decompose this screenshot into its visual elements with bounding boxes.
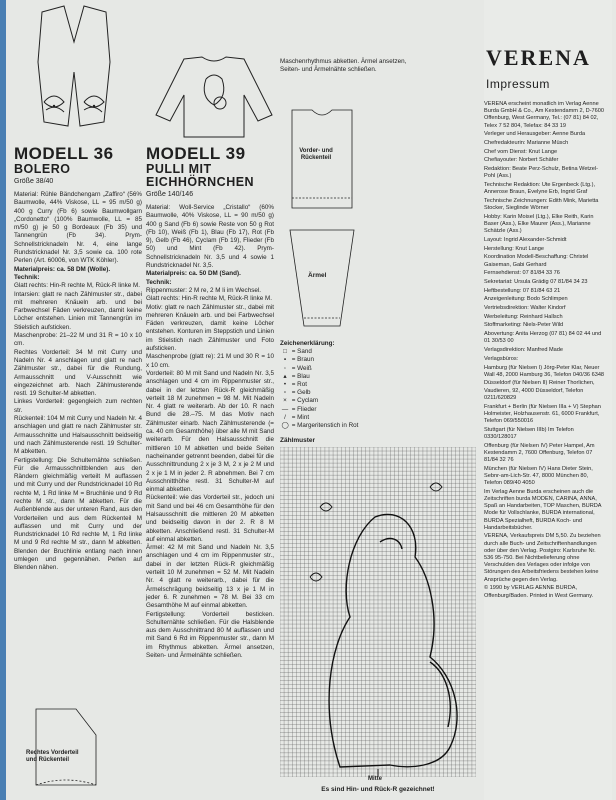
chart-footer: Es sind Hin- und Rück-R gezeichnet! — [321, 786, 435, 793]
legend-symbol-icon: □ — [283, 348, 287, 356]
legend-symbol-icon: ▪ — [283, 356, 287, 364]
modell-36-instructions — [14, 191, 142, 573]
impressum-line: Technische Redaktion: Ute Ergenbeck (Ltg.), Annerose Braun, Evelyne Erb, Ingrid Graf — [484, 182, 596, 196]
modell-39-subtitle-1: PULLI MIT — [146, 162, 212, 176]
impressum-line: Werbeleitung: Reinhard Hallsch — [484, 313, 563, 320]
legend-item — [280, 397, 470, 405]
impressum-line: © 1990 by VERLAG AENNE BURDA, Offenburg/Baden. Printed in West Germany. — [484, 585, 594, 599]
legend-item — [280, 422, 470, 430]
legend-label: = Rot — [290, 381, 307, 389]
impressum-line: Stuttgart (für Nielsen IIIb) Im Telefon 0330/128017 — [484, 426, 574, 440]
impressum-line: Offenburg (für Nielsen IV) Peter Hampel, Am Kestendamm 2, 7600 Offenburg, Telefon 07 81/84 32 76 — [484, 442, 595, 463]
modell-36-size: Größe 38/40 — [14, 178, 54, 185]
legend-item — [280, 414, 470, 422]
impressum-line: Heftbestellung: 07 81/84 63 21 — [484, 287, 561, 294]
impressum-line: Frankfurt + Berlin (für Nielsen IIIa + V) Stephan Holmeister, Holzhausenstr. 61, 6000 Frankfurt, Telefon 069/550016 — [484, 403, 601, 424]
legend-symbol-icon: / — [284, 413, 286, 421]
impressum-line: Verlagsdirektion: Manfred Made — [484, 347, 563, 354]
text-paragraph: Materialpreis: ca. 50 DM (Sand). — [146, 270, 241, 278]
text-paragraph: Fertigstellung: Vorderteil besticken. Schulternähte schließen. Für die Halsblende aus dem Ausschnittrand 80 M auffassen und mit Sand 6 Rd im Rippenmuster str., dann M im Rhythmus abketten. Ärmel ansetzen, Seiten- und Ärmelnähte schließen. — [146, 610, 274, 660]
knitting-chart — [280, 447, 476, 777]
text-paragraph: Fertigstellung: Die Schulternähte schließen. Für die Armausschnittblenden aus den Rändern gleichmäßig verteilt M auffassen und mit Curry und der Rundstricknadel 10 Rd rechte M, 1 Rd linke M = Bruchlinie und 9 Rd rechte M str., dann M abketten. Für die Außenblende aus der unteren Rand, aus den Vorderteilen und aus dem Rückenteil M auffassen und mit Curry und der Rundstricknadel 10 Rd rechte M, 1 Rd linke M und 9 Rd rechte M str., dann M abketten. Blenden der Bruchlinie entlang nach innen umlegen und gegennähen. Perlen auf Blenden nähen. — [14, 456, 142, 572]
legend-title: Zeichenerklärung: — [280, 340, 335, 347]
modell-39-size: Größe 140/146 — [146, 191, 194, 198]
legend — [280, 340, 470, 430]
text-paragraph: Maschenprobe: 21–22 M und 31 R = 10 x 10 cm. — [14, 332, 142, 348]
impressum-line: Sekretariat: Ursula Grädig 07 81/84 34 23 — [484, 278, 588, 285]
impressum-line: Anzeigenleitung: Bodo Schlimpen — [484, 296, 568, 303]
legend-label: = Blau — [290, 372, 310, 380]
legend-symbol-icon: ◦ — [283, 364, 287, 372]
page-binding-edge — [0, 0, 6, 800]
legend-item — [280, 373, 470, 381]
legend-label: = Sand — [290, 348, 312, 356]
impressum-line: Technische Zeichnungen: Edith Mink, Marietta Stocker, Sieglinde Wörner — [484, 197, 599, 212]
impressum-line: Herstellung: Knut Lange — [484, 245, 545, 252]
text-paragraph: Intarsien: glatt re nach Zählmuster str., dabei mit mehreren Knäueln arb. und bei Farbwechsel Fäden verkreuzen, damit keine Löcher entstehen. Linien mit Tannengrün im Stielstich aufsticken. — [14, 290, 142, 331]
text-paragraph: Motiv: glatt re nach Zählmuster str., dabei mit mehreren Knäueln arb. und bei Farbwechsel Fäden verkreuzen, damit keine Löcher entstehen. Konturen im Steppstich und Linien im Stielstich nach Zählmuster und Foto aufsticken. — [146, 303, 274, 353]
impressum-line: Koordination Modell-Beschaffung: Christel Gaiseman, Gabi Gerhard — [484, 254, 589, 268]
modell-39-title: MODELL 39 — [146, 144, 246, 163]
impressum-line: Redaktion: Beate Perz-Schulz, Betina Wetzel-Pohl (Ass.) — [484, 166, 599, 180]
impressum-line: Verlagsbüros: — [484, 355, 519, 362]
impressum-line: VERENA erscheint monatlich im Verlag Aenne Burda GmbH & Co., Am Kestendamm 2, D-7600 Offenburg, West Germany, Tel.: (07 81) 84 02, Telex 7 52 804, Telefax: 84 33 19 — [484, 101, 605, 129]
legend-label: = Weiß — [290, 364, 312, 372]
brand-subtitle: Impressum — [486, 77, 550, 91]
modell-39-subtitle-2: EICHHÖRNCHEN — [146, 175, 255, 189]
impressum-line: Abovertung: Anita Herzog (07 81) 84 02 44 und 01 30/53 00 — [484, 331, 602, 345]
text-paragraph: Linkes Vorderteil: gegengleich zum rechten str. — [14, 398, 142, 414]
impressum-line: Vertriebsdirektion: Walter Kindorf — [484, 305, 566, 312]
text-paragraph: Rückenteil: 104 M mit Curry und Nadeln Nr. 4 anschlagen und glatt re nach Zählmuster str. Armausschnitte und Halsausschnitt beidseitig und nach Zählmusterende restl. 19 Schulter-M abketten. — [14, 415, 142, 456]
middle-intro: Maschenrhythmus abketten. Ärmel ansetzen, Seiten- und Ärmelnähte schließen. — [280, 58, 407, 74]
text-paragraph: Rechtes Vorderteil: 34 M mit Curry und Nadeln Nr. 4 anschlagen und glatt re nach Zählmuster str., dabei für die Rundung, Armausschnitt und V-Ausschnitt wie eingezeichnet arb. Nach Zählmusterende restl. 19 Schulter-M abketten. — [14, 348, 142, 398]
impressum-line: Stoffmarketing: Niels-Peter Wild — [484, 322, 564, 329]
chart-title: Zählmuster — [280, 437, 316, 444]
legend-symbol-icon: × — [283, 397, 287, 405]
impressum-line: Hobby: Karin Moisel (Ltg.), Elke Reith, Karin Baser (Ass.), Elke Maurer (Ass.), Marianne Schätzle (Ass.) — [484, 213, 594, 235]
legend-symbol-icon: ▴ — [283, 372, 287, 380]
legend-symbol-icon: • — [283, 381, 287, 389]
chart-grid-lines — [280, 447, 476, 777]
sleeve-schema-label: Ärmel — [308, 272, 327, 279]
front-back-schema-label: Vorder- und Rückenteil — [299, 148, 333, 161]
impressum-line: Düsseldorf (für Nielsen II) Reiner Thorlichen, Vaudieren, 92, 4000 Düsseldorf, Telefon 0211/620829 — [484, 380, 595, 401]
impressum-line: Chef vom Dienst: Knut Lange — [484, 148, 558, 155]
legend-symbol-icon: — — [281, 405, 289, 413]
modell-39-instructions — [146, 204, 274, 660]
text-paragraph: Technik: — [146, 278, 172, 286]
bolero-illustration — [24, 2, 124, 132]
impressum-line: Chefredakteurin: Marianne Müsch — [484, 140, 569, 147]
bolero-schema-label: Rechtes Vorderteil und Rückenteil — [26, 750, 79, 763]
column-impressum — [484, 0, 612, 800]
legend-item — [280, 365, 470, 373]
text-paragraph: Materialpreis: ca. 58 DM (Wolle). — [14, 265, 111, 273]
chart-mitte-label: Mitte — [368, 776, 382, 782]
sweater-illustration — [154, 55, 274, 140]
squirrel-motif-outline — [329, 514, 457, 767]
flower-motifs — [310, 483, 442, 581]
impressum-line: Fernsehdienst: 07 81/84 33 76 — [484, 270, 560, 277]
legend-list — [280, 348, 470, 430]
legend-label: = Flieder — [290, 405, 317, 413]
legend-item — [280, 348, 470, 356]
legend-label: = Mint — [290, 413, 310, 421]
text-paragraph: Glatt rechts: Hin-R rechte M, Rück-R linke M. — [146, 295, 272, 303]
impressum-line: Chefiayouter: Norbert Schäfer — [484, 157, 559, 164]
impressum-text — [484, 101, 612, 600]
impressum-line: Verleger und Herausgeber: Aenne Burda — [484, 131, 586, 138]
text-paragraph: Rückenteil: wie das Vorderteil str., jedoch uni mit Sand und bei 46 cm Gesamthöhe für den Halsausschnitt die mittleren 20 M abketten und beidseitig davon in der 2. R 8 M abketten. Anschließend restl. 31 Schulter-M auf einmal abketten. — [146, 494, 274, 543]
impressum-line: Layout: Ingrid Alexander-Schmidt — [484, 236, 567, 243]
text-paragraph: Material: Woll-Service „Cristallo“ (60% Baumwolle, 40% Viskose, LL = 90 m/50 g) 400 g Sand (Fb 6) sowie Reste von 50 g Rot (Fb 10), Weiß (Fb 1), Blau (Fb 17), Rot (Fb 9), Gelb (Fb 46), Cyclam (Fb 19), Flieder (Fb 50) und Mint (Fb 42). Prym-Schnellstricknadeln Nr. 3,5 und 4 sowie 1 Rundstricknadel Nr. 3,5. — [146, 204, 274, 270]
legend-item — [280, 389, 470, 397]
legend-symbol-icon: ▫ — [283, 389, 287, 397]
impressum-line: Im Verlag Aenne Burda erscheinen auch die Zeitschriften burda MODEN, CARINA, ANNA, Spaß an Handarbeiten, TOP Maschen, BURDA Mode für Vollschlanke, BURDA international, BURDA Spezialheft, BURDA Koch- und Handarbeitsbücher. — [484, 488, 602, 531]
legend-item — [280, 381, 470, 389]
text-paragraph: Maschenprobe (glatt re): 21 M und 30 R = 10 x 10 cm. — [146, 353, 274, 369]
impressum-line: VERENA, Verkaufspreis DM 5,50. Zu beziehen durch alle Buch- und Zeitschriftenhandlungen oder über den Verlag. Postgiro: Karlsruhe Nr. 536 95-750. Bei Nichtbelieferung ohne Verschulden des Verlages oder infolge von Störungen des Arbeitsfriedens bestehen keine Ansprüche gegen den Verlag. — [484, 533, 601, 583]
text-paragraph: Ärmel: 42 M mit Sand und Nadeln Nr. 3,5 anschlagen und 4 cm im Rippenmuster str., dabei in der letzten Rück-R gleichmäßig verteilt 10 M zunehmen = 52 M. Mit Nadeln Nr. 4 glatt re weiterarb., dabei für die Ärmelschrägung beidseitig 13 x je 1 M in jeder 6. R zunehmen = 78 M. Bei 33 cm Gesamthöhe M auf einmal abketten. — [146, 544, 274, 610]
text-paragraph: Glatt rechts: Hin-R rechte M, Rück-R linke M. — [14, 282, 140, 290]
brand-logo-text: VERENA — [486, 45, 591, 70]
text-paragraph: Technik: — [14, 273, 40, 281]
legend-label: = Gelb — [290, 389, 311, 397]
text-paragraph: Material: Rühle Bändchengarn „Zaffiro“ (56% Baumwolle, 44% Viskose, LL = 95 m/50 g) 400 g Curry (Fb 6) sowie Baumwollgarn „Cordonetto“ (100% Baumwolle, LL = 85 m/50 g) je 50 g Bordeaux (Fb 35) und Tannengrün (Fb 34). Prym-Schnellstricknadeln Nr. 4, eine lange Rundstricknadel Nr. 3,5 sowie ca. 100 rote Perlen (Art. 60006, von WTK Köhler). — [14, 191, 142, 265]
legend-label: = Cyclam — [290, 397, 319, 405]
legend-symbol-icon: ◯ — [281, 422, 289, 430]
impressum-line: München (für Nielsen IV) Hans Dieter Stein, Sebnr-am-Lich-Str. 47, 8000 München 80, Telefon 089/40 4050 — [484, 465, 593, 487]
modell-36-title: MODELL 36 — [14, 144, 114, 163]
legend-label: = Margeritenstich in Rot — [290, 422, 359, 430]
modell-36-subtitle: BOLERO — [14, 162, 71, 176]
text-paragraph: Rippenmuster: 2 M re, 2 M li im Wechsel. — [146, 286, 262, 294]
impressum-line: Hamburg (für Nielsen I) Jörg-Peter Klar, Neuer Wall 48, 2000 Hamburg 36, Telefon 040/36 6348 — [484, 364, 605, 378]
legend-item — [280, 406, 470, 414]
legend-label: = Braun — [290, 356, 314, 364]
text-paragraph: Vorderteil: 80 M mit Sand und Nadeln Nr. 3,5 anschlagen und 4 cm im Rippenmuster str., dabei in der letzten Rück-R gleichmäßig verteilt 18 M zunehmen = 98 M. Mit Nadeln Nr. 4 glatt re weiterarb. Ab der 10. R nach Bund die 28.–75. M das Motiv nach Zählmuster einarb. Nach Zählmusterende (= ca. 40 cm Gesamthöhe) über alle M mit Sand weiterarb. Für den Halsausschnitt die mittleren 10 M abketten und beide Seiten nacheinander getrennt beenden, dabei für die Ausschnittrundung 2 x je 3 M, 2 x je 2 M und 2 x je 1 M in jeder 2. R abnehmen. Bei 7 cm Ausschnitthöhe restl. 31 Schulter-M auf einmal abketten. — [146, 369, 274, 494]
column-schemas — [278, 0, 478, 800]
legend-item — [280, 356, 470, 364]
